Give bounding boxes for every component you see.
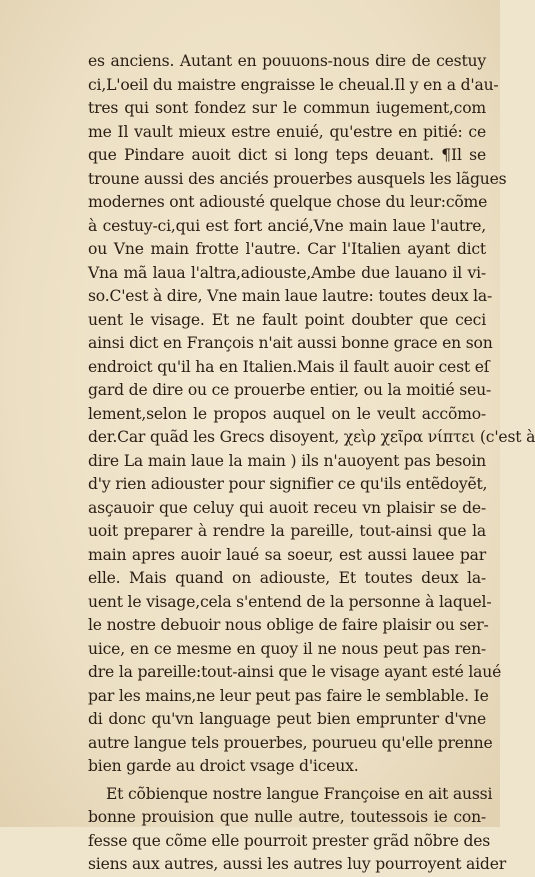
text-line: dire La main laue la main ) ils n'auoyent pas besoin <box>88 451 486 470</box>
text-line: uice, en ce mesme en quoy il ne nous peut pas ren- <box>88 639 486 658</box>
text-line: tres qui sont fondez sur le commun iugement,com <box>88 99 486 117</box>
text-line: lement,selon le propos auquel on le veult accõmo- <box>88 404 486 423</box>
text-line: ou Vne main frotte l'autre. Car l'Italien ayant dict <box>88 240 486 258</box>
text-line: der.Car quãd les Grecs disoyent, χεὶρ χεῖρα νίπτει (c'est à <box>88 428 535 446</box>
text-line: que Pindare auoit dict si long teps deuant. ¶Il se <box>88 146 486 164</box>
text-line: di donc qu'vn language peut bien emprunter d'vne <box>88 710 486 728</box>
text-line: Et cõbienque nostre langue Françoise en ait aussi <box>106 784 493 803</box>
text-line: me Il vault mieux estre enuié, qu'estre en pitié: ce <box>88 122 486 141</box>
text-line: endroict qu'il ha en Italien.Mais il fault auoir cest eſ <box>88 357 490 376</box>
text-line: so.C'est à dire, Vne main laue lautre: toutes deux la- <box>88 287 493 305</box>
text-line: uoit preparer à rendre la pareille, tout-ainsi que la <box>88 522 486 540</box>
text-line: dre la pareille:tout-ainsi que le visage ayant esté laué <box>88 663 502 681</box>
text-line: par les mains,ne leur peut pas faire le semblable. Ie <box>88 686 489 705</box>
text-line: asçauoir que celuy qui auoit receu vn plaisir se de- <box>88 498 486 517</box>
body-text <box>88 50 535 877</box>
text-line: Vna mã laua l'altra,adiouste,Ambe due lauano il vi- <box>88 263 486 282</box>
text-line: siens aux autres, aussi les autres luy pourroyent aider <box>88 855 506 873</box>
text-line: uent le visage. Et ne fault point doubter que ceci <box>88 310 486 329</box>
text-line: ainsi dict en François n'ait aussi bonne grace en son <box>88 334 493 352</box>
text-line: es anciens. Autant en pouuons-nous dire de cestuy <box>88 52 486 70</box>
text-line: autre langue tels prouerbes, pourueu qu'elle prenne <box>88 733 493 752</box>
text-line: bien garde au droict vsage d'iceux. <box>88 757 359 775</box>
text-line: à cestuy-ci,qui est fort ancié,Vne main laue l'autre, <box>88 216 486 235</box>
text-line: troune aussi des anciés prouerbes ausquels les lãgues <box>88 169 507 188</box>
text-line: le nostre debuoir nous oblige de faire plaisir ou ser- <box>88 616 489 634</box>
text-line: elle. Mais quand on adiouste, Et toutes deux la- <box>88 569 486 587</box>
text-line: main apres auoir laué sa soeur, est aussi lauee par <box>88 545 486 564</box>
text-line: uent le visage,cela s'entend de la personne à laquel- <box>88 592 492 611</box>
text-line: fesse que cõme elle pourroit prester grãd nõbre des <box>88 831 491 850</box>
text-line: ci,L'oeil du maistre engraisse le cheual.Il y en a d'au- <box>88 75 499 94</box>
text-line: d'y rien adiouster pour signifier ce qu'ils entẽdoyẽt, <box>88 475 488 493</box>
text-line: gard de dire ou ce prouerbe entier, ou la moitié seu- <box>88 381 492 399</box>
text-line: bonne prouision que nulle autre, toutessois ie con- <box>88 808 486 826</box>
text-line: modernes ont adiousté quelque chose du leur:cõme <box>88 193 488 211</box>
